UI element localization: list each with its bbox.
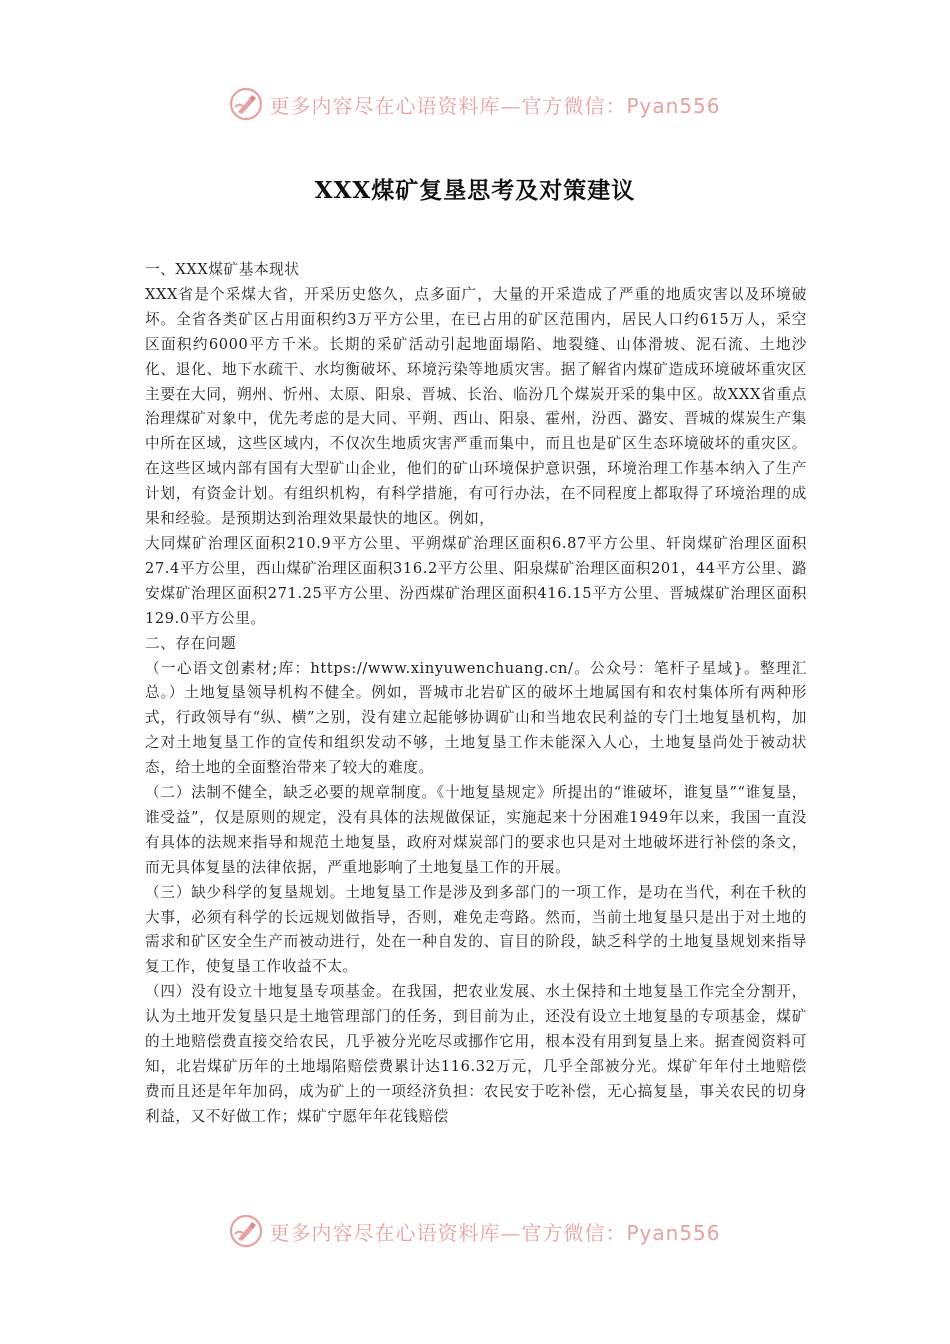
pen-nib-logo-icon <box>229 1214 263 1248</box>
pen-nib-logo-icon <box>229 87 263 121</box>
document-title: XXX煤矿复垦思考及对策建议 <box>314 177 636 204</box>
footer-watermark-banner <box>0 1211 950 1251</box>
watermark-label: 更多内容尽在心语资料库—官方微信： <box>269 93 627 118</box>
section-heading-1: 一、XXX煤矿基本现状 <box>145 261 300 278</box>
watermark-label: 更多内容尽在心语资料库—官方微信： <box>269 1220 627 1245</box>
watermark-text <box>269 90 720 119</box>
paragraph-areas: 大同煤矿治理区面积210.9平方公里、平朔煤矿治理区面积6.87平方公里、轩岗煤矿治理区面积27.4平方公里，西山煤矿治理区面积316.2平方公里、阳泉煤矿治理区面积201，44平方公里、潞安煤矿治理区面积271.25平方公里、汾西煤矿治理区面积416.15平方公里、晋城煤矿治理区面积129.0平方公里。 <box>145 534 807 627</box>
paragraph-issue-1: （一心语文创素材;库：https://www.xinyuwenchuang.cn/。公众号：笔杆子星域}。整理汇总。）土地复垦领导机构不健全。例如，晋城市北岩矿区的破坏土地属国有和农村集体所有两种形式，行政领导有“纵、横”之别，没有建立起能够协调矿山和当地农民利益的专门土地复垦机构，加之对土地复垦工作的宣传和组织发动不够，土地复垦工作未能深入人心，土地复垦尚处于被动状态，给土地的全面整治带来了较大的难度。 <box>145 659 807 777</box>
paragraph-issue-3: （三）缺少科学的复垦规划。土地复垦工作是涉及到多部门的一项工作，是功在当代，利在千秋的大事，必须有科学的长远规划做指导，否则，难免走弯路。然而，当前土地复垦只是出于对土地的需求和矿区安全生产而被动进行，处在一种自发的、盲目的阶段，缺乏科学的土地复垦规划来指导复工作，使复垦工作收益不太。 <box>145 883 807 976</box>
wechat-id: Pyan556 <box>626 1220 721 1245</box>
paragraph-issue-2: （二）法制不健全，缺乏必要的规章制度。《十地复垦规定》所提出的“谁破坏，谁复垦”“谁复垦，谁受益”，仅是原则的规定，没有具体的法规做保证，实施起来十分困难1949年以来，我国一直没有具体的法规来指导和规范土地复垦，政府对煤炭部门的要求也只是对土地破坏进行补偿的条文，而无具体复垦的法律依据，严重地影响了土地复垦工作的开展。 <box>145 784 807 876</box>
document-body <box>145 258 807 1130</box>
wechat-id: Pyan556 <box>626 93 721 118</box>
paragraph-issue-4: （四）没有设立十地复垦专项基金。在我国，把农业发展、水土保持和土地复垦工作完全分割开，认为土地开发复垦只是土地管理部门的任务，到目前为止，还没有设立土地复垦的专项基金，煤矿的土地赔偿费直接交给农民，几乎被分光吃尽或挪作它用，根本没有用到复垦上来。据查阅资料可知，北岩煤矿历年的土地塌陷赔偿费累计达116.32万元，几乎全部被分光。煤矿年年付土地赔偿费而且还是年年加码，成为矿上的一项经济负担：农民安于吃补偿，无心搞复垦，事关农民的切身利益，又不好做工作；煤矿宁愿年年花钱赔偿 <box>145 983 807 1125</box>
section-heading-2: 二、存在问题 <box>145 634 237 652</box>
header-watermark-banner <box>0 84 950 124</box>
paragraph-overview: XXX省是个采煤大省，开采历史悠久，点多面广，大量的开采造成了严重的地质灾害以及环境破坏。全省各类矿区占用面积约3万平方公里，在已占用的矿区范围内，居民人口约615万人，采空区面积约6000平方千米。长期的采矿活动引起地面塌陷、地裂缝、山体滑坡、泥石流、土地沙化、退化、地下水疏干、水均衡破坏、环境污染等地质灾害。据了解省内煤矿造成环境破坏重灾区主要在大同，朔州、忻州、太原、阳泉、晋城、长治、临汾几个煤炭开采的集中区。故XXX省重点治理煤矿对象中，优先考虑的是大同、平朔、西山、阳泉、霍州，汾西、潞安、晋城的煤炭生产集中所在区域，这些区域内，不仅次生地质灾害严重而集中，而且也是矿区生态环境破坏的重灾区。在这些区域内部有国有大型矿山企业，他们的矿山环境保护意识强，环境治理工作基本纳入了生产计划，有资金计划。有组织机构，有科学措施，有可行办法，在不同程度上都取得了环境治理的成果和经验。是预期达到治理效果最快的地区。例如， <box>145 285 807 528</box>
watermark-text <box>269 1217 720 1246</box>
